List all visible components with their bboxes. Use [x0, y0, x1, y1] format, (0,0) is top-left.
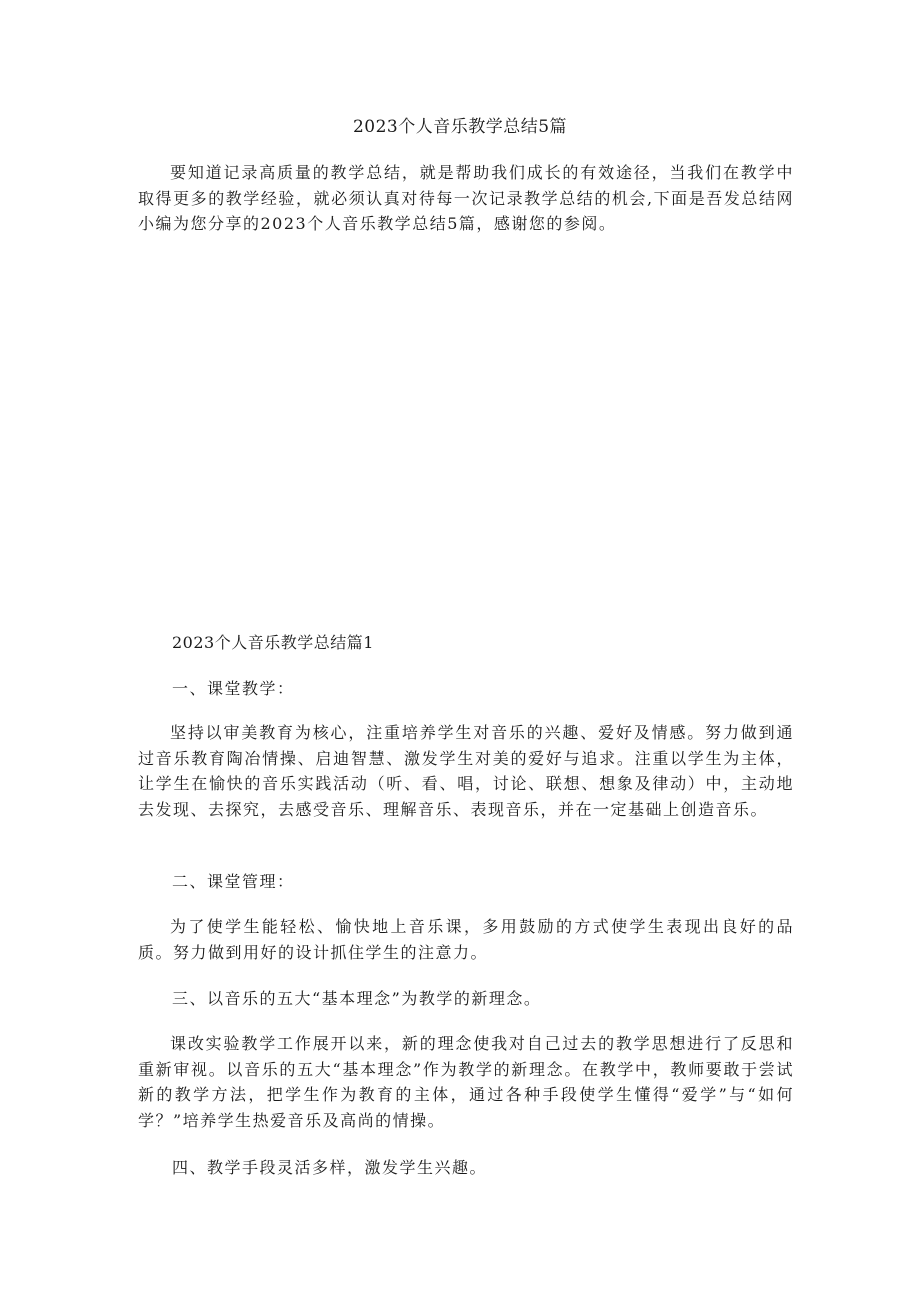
section-title: 2023个人音乐教学总结篇1	[172, 633, 374, 652]
paragraph-2: 为了使学生能轻松、愉快地上音乐课，多用鼓励的方式使学生表现出良好的品质。努力做到用好的设计抓住学生的注意力。	[138, 917, 794, 962]
intro-paragraph: 要知道记录高质量的教学总结，就是帮助我们成长的有效途径，当我们在教学中取得更多的教学经验，就必须认真对待每一次记录教学总结的机会,下面是吾发总结网小编为您分享的2023个人音乐教学总结5篇，感谢您的参阅。	[138, 163, 794, 233]
section-heading-3: 三、以音乐的五大“基本理念”为教学的新理念。	[172, 989, 542, 1008]
paragraph-3: 课改实验教学工作展开以来，新的理念使我对自己过去的教学思想进行了反思和重新审视。以音乐的五大“基本理念”作为教学的新理念。在教学中，教师要敢于尝试新的教学方法，把学生作为教育的主体，通过各种手段使学生懂得“爱学”与“如何学？”培养学生热爱音乐及高尚的情操。	[138, 1034, 794, 1130]
paragraph-1: 坚持以审美教育为核心，注重培养学生对音乐的兴趣、爱好及情感。努力做到通过音乐教育陶冶情操、启迪智慧、激发学生对美的爱好与追求。注重以学生为主体，让学生在愉快的音乐实践活动（听、看、唱，讨论、联想、想象及律动）中，主动地去发现、去探究，去感受音乐、理解音乐、表现音乐，并在一定基础上创造音乐。	[138, 723, 794, 819]
section-heading-2: 二、课堂管理：	[172, 872, 295, 891]
section-heading-1: 一、课堂教学：	[172, 679, 295, 698]
section-heading-4: 四、教学手段灵活多样，激发学生兴趣。	[172, 1158, 488, 1177]
page-title: 2023个人音乐教学总结5篇	[352, 117, 568, 137]
